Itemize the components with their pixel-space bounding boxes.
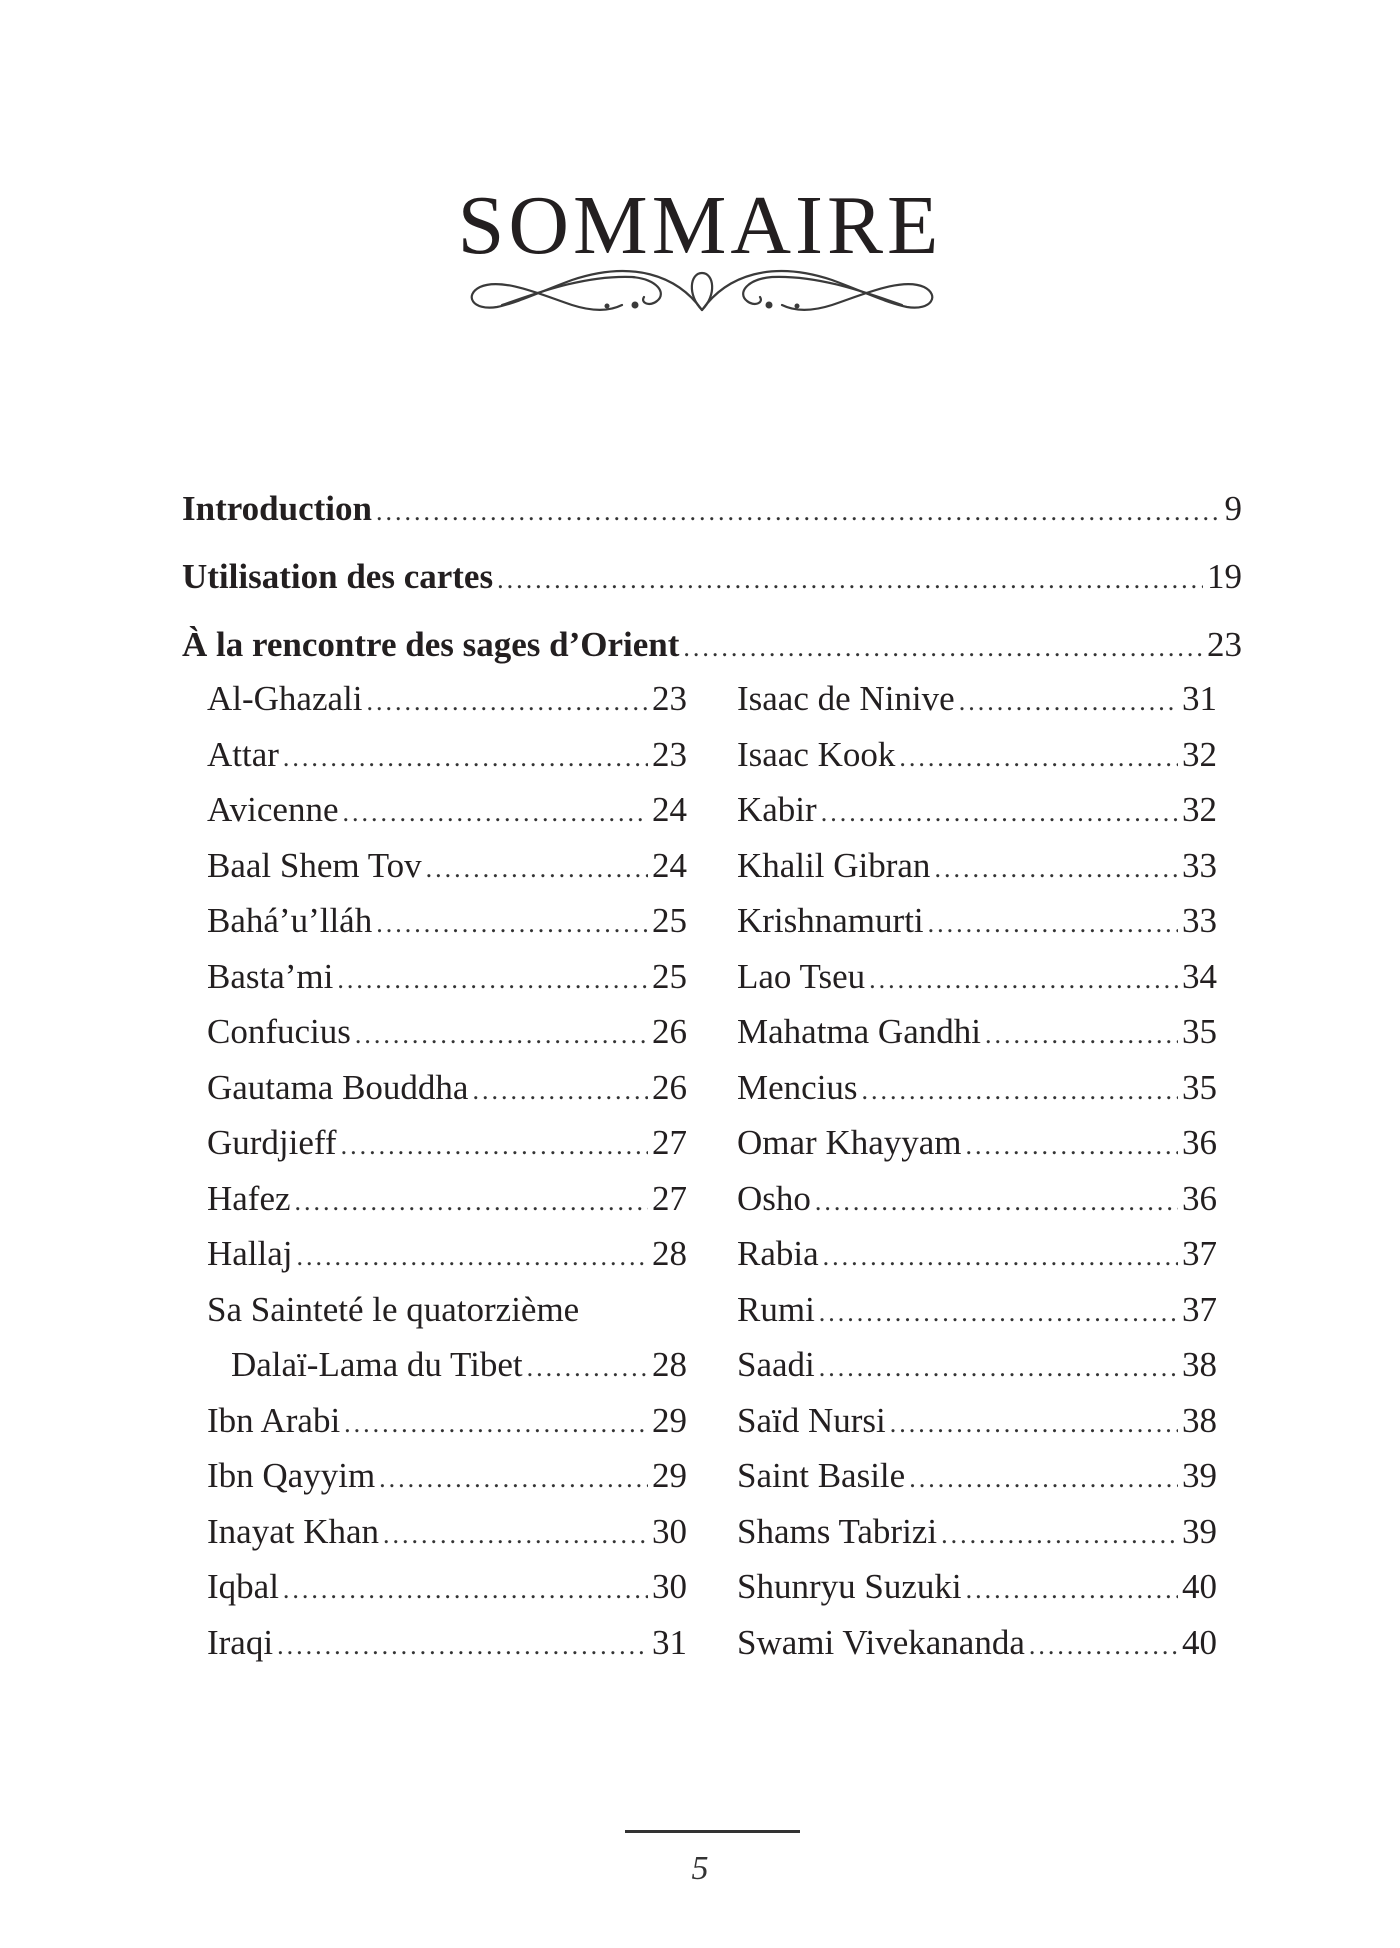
toc-entry-page: 37 [1182,1289,1217,1329]
toc-entry-page: 23 [652,679,687,718]
footer-divider [625,1830,800,1833]
dot-leader [376,478,1221,546]
toc-entry-page: 27 [652,1123,687,1162]
toc-entry-label: Isaac Kook [737,734,896,774]
toc-entry-label: Lao Tseu [737,956,866,996]
toc-entry[interactable] [737,671,1217,727]
toc-entry[interactable] [207,1615,687,1671]
toc-entry-label: Baal Shem Tov [207,845,422,885]
dot-leader [341,1118,648,1174]
toc-entry-label: Swami Vivekananda [737,1622,1025,1662]
dot-leader [985,1007,1178,1063]
toc-entry-page: 19 [1207,557,1242,596]
toc-entry-label: Introduction [182,489,372,528]
toc-entry-label: Krishnamurti [737,901,924,940]
toc-entry-page: 24 [652,790,687,829]
dot-leader [966,1118,1178,1174]
toc-entry-label: Ibn Qayyim [207,1456,376,1495]
toc-entry-page: 9 [1224,489,1242,528]
toc-entry-label: Isaac de Ninive [737,679,955,718]
toc-entry-label: Kabir [737,790,817,829]
toc-entry[interactable] [207,1393,687,1449]
toc-entry-page: 32 [1182,790,1217,829]
dot-leader [366,674,648,730]
toc-entry[interactable] [737,1171,1217,1227]
toc-entry-utilisation[interactable] [182,543,1242,611]
toc-entry-page: 39 [1182,1511,1217,1551]
toc-entry-page: 30 [652,1567,687,1606]
toc-entry-label: Confucius [207,1012,351,1051]
toc-right-column [737,671,1217,1670]
toc-entry-label: Utilisation des cartes [182,557,494,596]
toc-entry-label: Shunryu Suzuki [737,1567,962,1606]
toc-entry-page: 31 [1182,679,1217,718]
toc-entry[interactable] [207,949,687,1005]
dot-leader [928,896,1178,952]
toc-entry-page: 25 [652,901,687,940]
toc-entry-label: Osho [737,1178,811,1218]
toc-entry-label: Avicenne [207,790,339,829]
toc-entry[interactable] [207,671,687,727]
toc-entry-label: Saadi [737,1345,815,1384]
dot-leader [426,841,648,897]
toc-entry-multiline-end[interactable] [207,1337,687,1393]
dot-leader [283,730,648,786]
toc-entry[interactable] [207,782,687,838]
dot-leader [277,1618,648,1674]
dot-leader [472,1063,648,1119]
toc-entry[interactable] [207,1559,687,1615]
toc-entry-label: Shams Tabrizi [737,1511,938,1551]
toc-entry-label: Basta’mi [207,956,334,996]
dot-leader [899,730,1178,786]
dot-leader [343,785,648,841]
toc-entry[interactable] [737,1115,1217,1171]
toc-entry[interactable] [737,838,1217,894]
toc-entry-label: Al-Ghazali [207,679,363,718]
toc-entry-page: 32 [1182,734,1217,774]
toc-entry[interactable] [207,1504,687,1560]
toc-entry-page: 29 [652,1400,687,1440]
toc-entry[interactable] [207,1060,687,1116]
toc-entry[interactable] [207,727,687,783]
dot-leader [819,1285,1178,1341]
toc-entry-label: Inayat Khan [207,1511,380,1551]
toc-entry[interactable] [737,949,1217,1005]
toc-entry-page: 38 [1182,1345,1217,1384]
dot-leader [497,546,1203,614]
toc-entry-label: Gautama Bouddha [207,1067,469,1107]
dot-leader [869,952,1178,1008]
toc-entry-page: 30 [652,1511,687,1551]
toc-entry-page: 40 [1182,1567,1217,1606]
toc-entry[interactable] [737,1448,1217,1504]
dot-leader [934,841,1178,897]
toc-entry-sages-orient[interactable] [182,611,1242,679]
dot-leader [815,1174,1178,1230]
toc-entry-label: Omar Khayyam [737,1123,962,1162]
toc-entry-label: Sa Sainteté le quatorzième [207,1289,580,1329]
toc-entry-label: Ibn Arabi [207,1400,341,1440]
toc-entry[interactable] [737,1060,1217,1116]
toc-entry-label: Bahá’u’lláh [207,901,373,940]
toc-entry-page: 23 [1207,625,1242,664]
toc-entry-multiline-start[interactable] [207,1282,687,1338]
dot-leader [1029,1618,1178,1674]
toc-entry-page: 38 [1182,1400,1217,1440]
toc-entry-label: Mencius [737,1067,858,1107]
toc-entry[interactable] [737,1282,1217,1338]
toc-entry-page: 26 [652,1067,687,1107]
toc-entry[interactable] [207,1115,687,1171]
toc-entry-introduction[interactable] [182,475,1242,543]
toc-entry-label: Gurdjieff [207,1123,337,1162]
dot-leader [959,674,1178,730]
page-title: SOMMAIRE [457,179,943,273]
toc-entry-label: Iraqi [207,1622,274,1662]
toc-entry[interactable] [737,1559,1217,1615]
toc-entry-page: 40 [1182,1622,1217,1662]
dot-leader [890,1396,1178,1452]
dot-leader [379,1451,648,1507]
toc-entry[interactable] [737,1393,1217,1449]
dot-leader [823,1229,1178,1285]
dot-leader [862,1063,1178,1119]
toc-entry-label: Iqbal [207,1567,279,1606]
toc-entry-page: 34 [1182,956,1217,996]
toc-entry-label: Saint Basile [737,1456,906,1495]
dot-leader [376,896,648,952]
toc-entry-label: Hafez [207,1178,291,1218]
toc-entry-page: 28 [652,1345,687,1384]
toc-entry[interactable] [207,1226,687,1282]
toc-entry-page: 29 [652,1456,687,1495]
toc-entry-page: 33 [1182,901,1217,940]
dot-leader [909,1451,1178,1507]
toc-entry-page: 35 [1182,1067,1217,1107]
toc-left-column [207,671,687,1670]
toc-entry[interactable] [737,1337,1217,1393]
toc-entry-label: Saïd Nursi [737,1400,886,1440]
dot-leader [819,1340,1178,1396]
toc-entry-label: Attar [207,734,279,774]
toc-entry[interactable] [207,1448,687,1504]
toc-entry[interactable] [207,893,687,949]
toc-entry-label: Rabia [737,1234,819,1273]
toc-entry[interactable] [737,893,1217,949]
toc-entry-page: 24 [652,845,687,885]
dot-leader [383,1507,648,1563]
toc-entry-page: 37 [1182,1234,1217,1273]
toc-entry-label: Hallaj [207,1234,293,1273]
dot-leader [966,1562,1178,1618]
dot-leader [527,1340,648,1396]
dot-leader [941,1507,1178,1563]
toc-entry-label: Dalaï-Lama du Tibet [231,1345,523,1384]
toc-entry-label: Khalil Gibran [737,845,931,885]
toc-entry-page: 23 [652,734,687,774]
toc-entry-label: Mahatma Gandhi [737,1012,981,1051]
toc-entry-page: 39 [1182,1456,1217,1495]
dot-leader [344,1396,648,1452]
toc-entry[interactable] [737,782,1217,838]
toc-entry-page: 27 [652,1178,687,1218]
toc-entry[interactable] [737,1504,1217,1560]
dot-leader [297,1229,648,1285]
toc-entry-label: À la rencontre des sages d’Orient [182,625,680,664]
toc-main-section [182,475,1242,679]
toc-entry[interactable] [207,1004,687,1060]
toc-entry-label: Rumi [737,1289,815,1329]
toc-entry[interactable] [207,1171,687,1227]
toc-entry-page: 26 [652,1012,687,1051]
dot-leader [337,952,648,1008]
toc-entry[interactable] [207,838,687,894]
dot-leader [295,1174,648,1230]
toc-entry-page: 35 [1182,1012,1217,1051]
toc-entry-page: 36 [1182,1123,1217,1162]
dot-leader [821,785,1178,841]
dot-leader [283,1562,648,1618]
toc-entry[interactable] [737,1004,1217,1060]
toc-entry-page: 31 [652,1622,687,1662]
toc-entry[interactable] [737,727,1217,783]
toc-entry[interactable] [737,1615,1217,1671]
toc-entry-page: 33 [1182,845,1217,885]
dot-leader [355,1007,648,1063]
toc-entry-page: 36 [1182,1178,1217,1218]
flourish-divider-icon [462,255,942,335]
toc-entry[interactable] [737,1226,1217,1282]
page-number: 5 [691,1850,709,1887]
toc-entry-page: 28 [652,1234,687,1273]
toc-entry-page: 25 [652,956,687,996]
